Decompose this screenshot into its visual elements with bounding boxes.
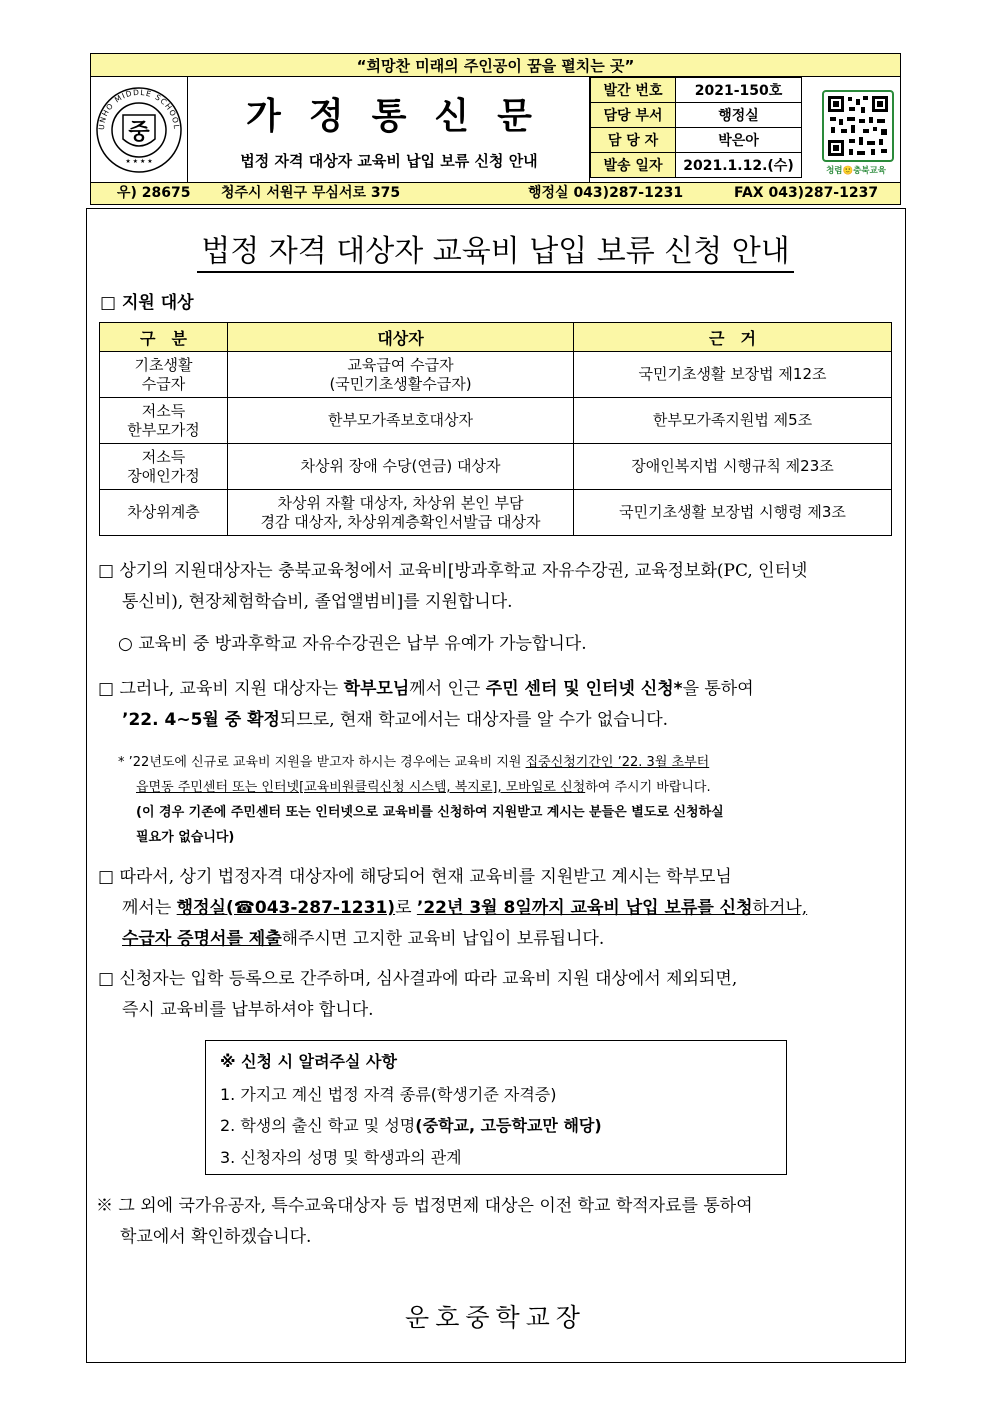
newsletter-subtitle: 법정 자격 대상자 교육비 납입 보류 신청 안내 <box>240 152 538 170</box>
table-header: 구 분 <box>100 323 228 352</box>
school-emblem <box>90 77 188 183</box>
table-row: 기초생활 수급자 교육급여 수급자 (국민기초생활수급자) 국민기초생활 보장법 제12조 <box>100 352 892 398</box>
paragraph-application: □ 그러나, 교육비 지원 대상자는 학부모님께서 인근 주민 센터 및 인터넷 신청*을 통하여 ’22. 4~5월 중 확정되므로, 현재 학교에서는 대상자를 알 수가 없습니다. <box>98 679 754 730</box>
paragraph-enrollment: □ 신청자는 입학 등록으로 간주하며, 심사결과에 따라 교육비 지원 대상에서 제외되면, 즉시 교육비를 납부하셔야 합니다. <box>98 969 738 1020</box>
info-label: 발간 번호 <box>591 78 676 103</box>
document-title: 법정 자격 대상자 교육비 납입 보류 신청 안내 <box>90 226 901 270</box>
table-row: 저소득 한부모가정 한부모가족보호대상자 한부모가족지원법 제5조 <box>100 398 892 444</box>
paragraph-other-exemptions: ※ 그 외에 국가유공자, 특수교육대상자 등 법정면제 대상은 이전 학교 학적자료를 통하여 학교에서 확인하겠습니다. <box>96 1196 753 1247</box>
svg-text:청렴🙂충북교육: 청렴🙂충북교육 <box>826 166 886 176</box>
qr-code-icon <box>811 77 901 183</box>
qr-code <box>811 77 901 183</box>
table-header: 근 거 <box>574 323 892 352</box>
fax-number: FAX 043)287-1237 <box>734 185 879 201</box>
svg-text:UNHO MIDDLE SCHOOL: UNHO MIDDLE SCHOOL <box>96 87 182 131</box>
svg-text:중: 중 <box>128 120 150 145</box>
info-label: 발송 일자 <box>591 153 676 178</box>
info-label: 담당 부서 <box>591 103 676 128</box>
bullet-deferral: ○ 교육비 중 방과후학교 자유수강권은 납부 유예가 가능합니다. <box>118 634 587 654</box>
emblem-icon <box>90 77 188 183</box>
notice-item: 1. 가지고 계신 법정 자격 종류(학생기준 자격증) <box>220 1085 557 1104</box>
street-address: 청주시 서원구 무심서로 375 <box>221 185 401 201</box>
notice-box <box>205 1040 787 1175</box>
info-value: 2021-150호 <box>676 78 802 103</box>
svg-text:★ ★ ★ ★: ★ ★ ★ ★ <box>125 158 153 165</box>
zip-code: 우) 28675 <box>117 185 191 201</box>
info-value: 박은아 <box>676 128 802 153</box>
info-value: 2021.1.12.(수) <box>676 153 802 178</box>
footnote-new-application: * ’22년도에 신규로 교육비 지원을 받고자 하시는 경우에는 교육비 지원 집중신청기간인 ’22. 3월 초부터 읍면동 주민센터 또는 인터넷[교육비원클릭신청 시스템, 복지로], 모바일로 신청하여 주시기 바랍니다. (이 경우 기존에 주민센터 또는 인터넷으로 교육비를 신청하여 지원받고 계시는 분들은 별도로 신청하실 필요가 없습니다) <box>118 755 724 845</box>
principal-signature: 운호중학교장 <box>405 1303 586 1332</box>
table-row: 저소득 장애인가정 차상위 장애 수당(연금) 대상자 장애인복지법 시행규칙 제23조 <box>100 444 892 490</box>
info-label: 담 당 자 <box>591 128 676 153</box>
address-bar <box>90 183 901 205</box>
info-value: 행정실 <box>676 103 802 128</box>
notice-item: 2. 학생의 출신 학교 및 성명(중학교, 고등학교만 해당) <box>220 1116 602 1135</box>
table-header: 대상자 <box>228 323 574 352</box>
slogan-banner: “희망찬 미래의 주인공이 꿈을 펼치는 곳” <box>90 53 901 77</box>
paragraph-deferral-request: □ 따라서, 상기 법정자격 대상자에 해당되어 현재 교육비를 지원받고 계시는 학부모님 께서는 행정실(☎043-287-1231)로 ’22년 3월 8일까지 교육비 납입 보류를 신청하거나, 수급자 증명서를 제출해주시면 고지한 교육비 납입이 보류됩니다. <box>98 867 808 949</box>
newsletter-title: 가정통신문 <box>246 95 560 137</box>
notice-item: 3. 신청자의 성명 및 학생과의 관계 <box>220 1148 462 1167</box>
notice-title: ※ 신청 시 알려주실 사항 <box>220 1052 397 1071</box>
paragraph-support-items: □ 상기의 지원대상자는 충북교육청에서 교육비[방과후학교 자유수강권, 교육정보화(PC, 인터넷 통신비), 현장체험학습비, 졸업앨범비]를 지원합니다. <box>98 561 808 612</box>
eligibility-table <box>99 322 892 536</box>
table-row: 차상위계층 차상위 자활 대상자, 차상위 본인 부담 경감 대상자, 차상위계층확인서발급 대상자 국민기초생활 보장법 시행령 제3조 <box>100 490 892 536</box>
section-heading-support: □ 지원 대상 <box>100 293 194 313</box>
office-phone: 행정실 043)287-1231 <box>528 185 684 201</box>
issue-info-table <box>590 77 802 178</box>
